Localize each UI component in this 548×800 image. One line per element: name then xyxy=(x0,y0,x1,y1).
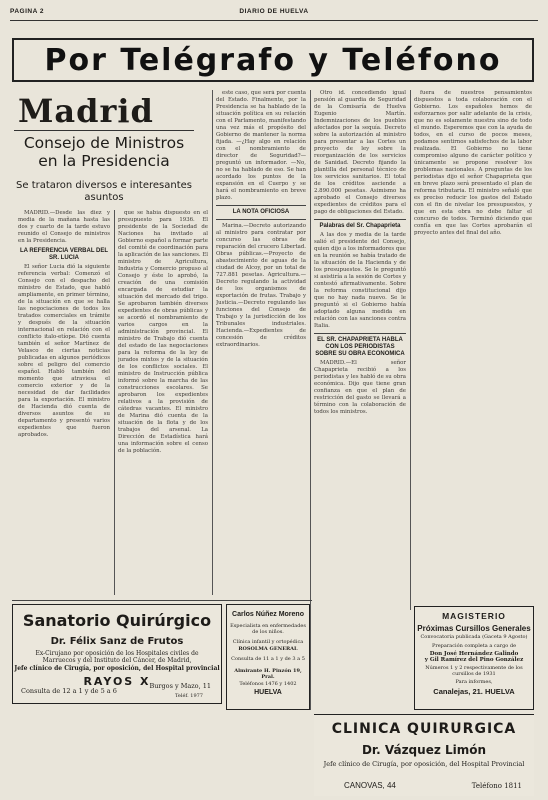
column-divider xyxy=(310,90,311,710)
ad-text: Convocatoria publicada (Gaceta 9 Agosto) xyxy=(420,634,528,640)
article-column-3 xyxy=(216,90,306,630)
main-headline: Consejo de Ministros en la Presidencia xyxy=(23,134,185,170)
dateline-madrid: Madrid xyxy=(18,92,154,130)
article-column-1 xyxy=(18,210,110,595)
ad-city: HUELVA xyxy=(254,689,282,696)
ad-consulta: Consulta de 11 a 1 y de 3 a 5 xyxy=(231,656,305,662)
divider xyxy=(216,205,306,206)
article-text: este caso, que será por cuenta del Estado. Finalmente, por la Presidencia se ha hablado de la situación política en su relación con el Parlamento, manifestando una vez más el propósito del Gobierno de mantener la norma fijada. —¿Hay algo en relación con el nombramiento de director de Seguridad?— preguntó un informador. —No, no se ha hablado de eso. Se han acordado los puntos de la expansión en el Cuerpo y se hará el nombramiento en breve plazo. xyxy=(216,90,306,201)
article-text: que se había dispuesto en el presupuesto para 1936. El presidente de la Sociedad de Naciones ha invitado al Gobierno español a formar parte del comité de coordinación para la aplicación de las sanciones. El ministro de Agricultura, Industria y Comercio propuso al Consejo y éste lo aprobó, la creación de una comisión encargada de estudiar la situación del mercado del trigo. Se aprobaron también diversos expedientes de obras públicas y se acordó el nombramiento de varios cargos en la administración provincial. El ministro de Trabajo dió cuenta del estado de las negociaciones para la reforma de la ley de jurados mixtos y de la situación de los conflictos sociales. El ministro de Instrucción pública informó sobre la marcha de las construcciones escolares. Se aprobaron los expedientes relativos a la provisión de cátedras vacantes. El ministro de Marina dió cuenta de la situación de la flota y de los trabajos del arsenal. La Dirección de Estadística hará una información sobre el censo de la población. xyxy=(118,210,208,454)
clinica-ad xyxy=(314,714,534,796)
ad-address: Canalejas, 21. HUELVA xyxy=(433,687,515,696)
article-intro: MADRID.—Desde las diez y media de la mañana hasta las dos y cuarto de la tarde estuvo reunido el Consejo de ministros en la Presidencia. xyxy=(18,210,110,244)
column-divider xyxy=(410,90,411,610)
ad-subtitle: Próximas Cursillos Generales xyxy=(417,624,531,633)
article-text: El señor Lucia dió la siguiente referencia verbal: Comenzó el Consejo con el despacho del ministro de Estado, que habló ampliamente, en primer término, de la situación en que se halla las negociaciones de todos los tratados comerciales en trámite y después de la situación internacional en relación con el conflicto italo-etíope. Dió cuenta también el señor Martínez de Velasco de ciertas noticias publicadas en algunos periódicos sobre el peligro del comercio español. Habló también del momento que atraviesa el comercio exterior y de la necesidad de dar facilidades para la exportación. El ministro de Hacienda dió cuenta de diversos asuntos de su departamento y presentó varios expedientes que fueron aprobados. xyxy=(18,264,110,438)
ad-address: Burgos y Mazo, 11 xyxy=(149,682,211,690)
ad-doctor: Carlos Núñez Moreno xyxy=(232,611,304,618)
article-text: fuera de nuestros pensamientos dispuestos a toda colaboración con el Gobierno. Los españoles hemos de esforzarnos por salir adelante de la crisis, que no es solamente nuestra sino de todo el mundo. Esperemos que con la ayuda de todos, en el curso de pocos meses, podamos sentirnos satisfechos de la labor realizada. El Gobierno no tiene compromiso alguno de carácter político y únicamente se propone resolver los problemas nacionales. A preguntas de los periodistas dijo el señor Chapaprieta que en breve plazo será presentado el plan de reforma tributaria. El ministro señaló que es preciso reducir los gastos del Estado con el fin de nivelar los presupuestos, y que en esta obra no debe faltar el concurso de todos. Terminó diciendo que confía en que las Cortes aprobarán el proyecto antes del final del año. xyxy=(414,90,532,236)
ad-text: Ex-Cirujano por oposición de los Hospitales civiles de Marruecos y del Instituto del Cáncer, de Madrid, xyxy=(35,650,199,664)
column-divider xyxy=(114,210,115,595)
ad-text: Jefe clínico de Cirugía, por oposición, del Hospital Provincial xyxy=(323,760,525,768)
newspaper-name: DIARIO DE HUELVA xyxy=(239,8,309,15)
ad-text: Números 1 y 2 respectivamente de los cursillos de 1931 xyxy=(425,665,523,677)
ad-text: Don José Hernández Galindo xyxy=(429,651,519,657)
ad-text: Clínica infantil y ortopédica xyxy=(232,639,304,645)
magisterio-ad xyxy=(414,606,534,710)
page-number: PAGINA 2 xyxy=(10,8,44,15)
subheading-nota-oficiosa: LA NOTA OFICIOSA xyxy=(232,209,290,215)
page-header xyxy=(10,6,538,21)
divider xyxy=(216,219,306,220)
article-column-5 xyxy=(414,90,532,602)
column-divider xyxy=(212,90,213,595)
article-text: MADRID.—El señor Chapaprieta recibió a los periodistas y les habló de su obra económica. Dijo que tiene gran confianza en que el plan de restricción del gasto se llevará a término con la colaboración de todos los ministros. xyxy=(314,360,406,415)
sub-headline: Se trataron diversos e interesantes asuntos xyxy=(16,180,192,203)
moreno-ad xyxy=(226,604,310,710)
section-banner: Por Telégrafo y Teléfono xyxy=(12,38,534,82)
ad-text: y Gil Ramírez del Pino González xyxy=(424,657,524,663)
ad-title: CLINICA QUIRURGICA xyxy=(331,721,517,737)
article-column-2 xyxy=(118,210,208,595)
ad-doctor: Dr. Vázquez Limón xyxy=(361,743,487,757)
article-text: A las dos y media de la tarde salió el presidente del Consejo, quien dijo a los informadores que en la reunión se había tratado de la situación de la Hacienda y de los presupuestos. Se le preguntó si asistiría a la sesión de Cortes y contestó afirmativamente. Sobre la reforma constitucional dijo que no hay nada nuevo. Se le preguntó si el Gobierno había adoptado alguna medida en relación con las sanciones contra Italia. xyxy=(314,232,406,329)
ad-phone: Teléfono 1811 xyxy=(471,782,522,790)
ad-text: Para informes, xyxy=(455,679,493,685)
headline-divider xyxy=(14,130,194,131)
ad-address: CANOVAS, 44 xyxy=(344,781,396,790)
divider xyxy=(314,333,406,334)
article-text: Marina.—Decreto autorizando al ministro para contratar por concurso las obras de reparación del crucero Libertad. Obras públicas.—Proyecto de abastecimiento de aguas de la ciudad de Alcoy, por un total de 727.881 pesetas. Agricultura.—Decreto regulando la actividad de los organismos de exportación de frutas. Trabajo y Justicia.—Decreto regulando las funciones del Consejo de Trabajo y la jurisdicción de los Tribunales industriales. Hacienda.—Expedientes de concesión de créditos extraordinarios. xyxy=(216,223,306,348)
ad-phone: Teléfonos 1476 y 1402 xyxy=(239,681,297,687)
ad-text: Preparación completa a cargo de xyxy=(431,643,517,649)
ad-text: Especialista en enfermedades de los niños. xyxy=(230,623,306,635)
article-text: Otro id. concediendo igual pensión al guardia de Seguridad de la Comisaría de Huelva Eugenio Martín. Indemnizaciones de los pueblos afectados por la sequía. Decreto sobre la autorización al ministro para presentar a las Cortes un proyecto de ley sobre la reorganización de los servicios de Sanidad. Decreto fijando la plantilla del personal técnico de los servicios sanitarios. El total de los créditos asciende a 2.890.000 pesetas. Asimismo ha aprobado el Consejo diversos expedientes de créditos para el pago de obligaciones del Estado. xyxy=(314,90,406,215)
bottom-column xyxy=(12,710,310,794)
divider xyxy=(314,219,406,220)
ad-phone: Teléf. 1977 xyxy=(174,693,203,699)
ads-divider xyxy=(12,600,312,601)
subheading-obra-economica: EL SR. CHAPAPRIETA HABLA CON LOS PERIODISTAS SOBRE SU OBRA ECONOMICA xyxy=(315,337,405,357)
ad-title: MAGISTERIO xyxy=(442,611,506,621)
subheading-chapaprieta: Palabras del Sr. Chapaprieta xyxy=(319,223,401,229)
ad-rayos: RAYOS X xyxy=(83,675,151,688)
ad-title: Sanatorio Quirúrgico xyxy=(22,611,212,630)
sanatorio-ad xyxy=(12,604,222,704)
subheading-referencia: LA REFERENCIA VERBAL DEL SR. LUCIA xyxy=(19,248,109,261)
ad-consulta: Consulta de 12 a 1 y de 5 a 6 xyxy=(21,687,117,695)
article-column-4 xyxy=(314,90,406,710)
ad-doctor: Dr. Félix Sanz de Frutos xyxy=(50,636,184,647)
ad-text: Jefe clínico de Cirugía, por oposición, del Hospital provincial xyxy=(14,665,220,672)
ad-address: Almirante H. Pinzón 19, Pral. xyxy=(234,668,302,680)
ad-text: ROSOLMA GENERAL xyxy=(238,646,298,652)
